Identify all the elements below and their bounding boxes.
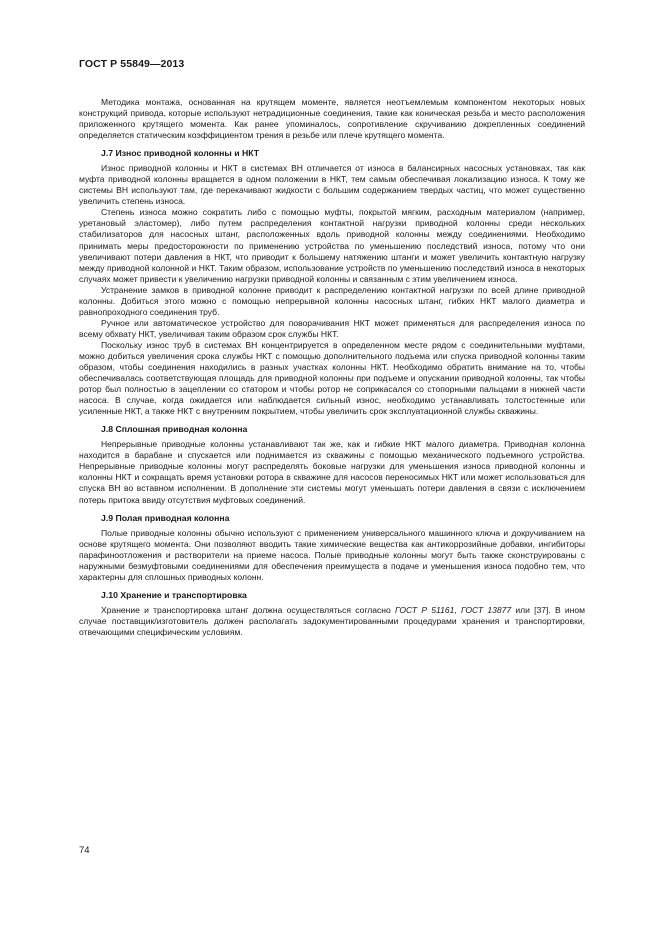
section-j10-text-start: Хранение и транспортировка штанг должна осуществляться согласно	[101, 604, 395, 615]
section-j10-paragraph-1	[79, 605, 585, 638]
document-body	[79, 97, 585, 638]
section-j8-paragraph-1: Непрерывные приводные колонны устанавливают так же, как и гибкие НКТ малого диаметра. Приводная колонна находится в барабане и спускается или поднимается из скважины с помощью механического подъемного устройства. Непрерывные приводные колонны могут распределять боковые нагрузки для уменьшения износа приводной колонны и колонны НКТ и сокращать время установки ротора в скважине для насосов переносимых НКТ или может использоваться для спуска ВН во вставном исполнении. В дополнение эти системы могут уменьшать потери давления в связи с исключением потерь притока ввиду отсутствия муфтовых соединений.	[79, 439, 585, 505]
reference-separator: ,	[454, 604, 461, 615]
section-j10-heading: J.10 Хранение и транспортировка	[101, 589, 247, 600]
section-j7-heading: J.7 Износ приводной колонны и НКТ	[101, 148, 260, 159]
section-j9-heading: J.9 Полая приводная колонна	[101, 512, 230, 523]
section-j7-paragraph-5: Поскольку износ труб в системах ВН концентрируется в определенном месте рядом с соединительными муфтами, можно добиться увеличения срока службы НКТ с помощью дополнительного подъема или спуска приводной колонны таким образом, чтобы соединения находились в разных участках колонны НКТ. Необходимо обратить внимание на то, чтобы обеспечивалась соответствующая площадь для приводной колонны при подъеме и опускании приводной колонны, так чтобы ротор был полностью в зацеплении со статором и чтобы ротор не соприкасался со стопорными пальцами в нижней части насоса. В случае, когда ожидается или наблюдается сильный износ, необходимо устанавливать толстостенные или усиленные НКТ, а также НКТ с внутренним покрытием, чтобы увеличить срок эксплуатационной службы скважины.	[79, 339, 585, 417]
section-j7-paragraph-2: Степень износа можно сократить либо с помощью муфты, покрытой мягким, расходным материалом (например, уретановый эластомер), либо путем распределения контактной нагрузки приводной колонны среди нескольких стабилизаторов для насосных штанг, расположенных вдоль приводной колонны между соединениями. Необходимо принимать меры предосторожности по применению устройства по уменьшению последствий износа, потому что они увеличивают потери давления в НКТ, что приводит к большему натяжению штанги и может увеличить контактную нагрузку между приводной колонной и НКТ. Таким образом, использование устройств по уменьшению последствий износа в некоторых случаях может привести к увеличению нагрузки приводной колонны и связанным с этим увеличением износа.	[79, 207, 585, 284]
section-j7-paragraph-4: Ручное или автоматическое устройство для поворачивания НКТ может применяться для распределения износа по всему обхвату НКТ, увеличивая таким образом срок службы НКТ.	[79, 317, 585, 339]
standard-reference-gost-r-51161: ГОСТ Р 51161	[394, 604, 455, 615]
section-j7-paragraph-3: Устранение замков в приводной колонне приводит к распределению контактной нагрузки по всей длине приводной колонны. Добиться этого можно с помощью непрерывной колонны насосных штанг, гибких НКТ малого диаметра и равнопроходного соединения труб.	[79, 284, 585, 317]
section-j8-heading: J.8 Сплошная приводная колонна	[101, 424, 248, 435]
section-j7-paragraph-1: Износ приводной колонны и НКТ в системах ВН отличается от износа в балансирных насосных установках, так как муфта приводной колонны вращается в одном положении в НКТ, тем самым обеспечивая локализацию износа. К тому же системы ВН используют там, где перекачивают жидкости с большим содержанием твердых частиц, что может существенно увеличить степень износа.	[79, 163, 585, 207]
document-header: ГОСТ Р 55849—2013	[79, 58, 185, 70]
page-number: 74	[79, 845, 90, 856]
section-j10-text-end: или [37]. В ином случае поставщик/изготовитель должен располагать задокументированными процедурами хранения и транспортировки, отвечающими специфическим условиям.	[79, 604, 586, 637]
standard-reference-gost-13877: ГОСТ 13877	[461, 604, 512, 615]
intro-paragraph: Методика монтажа, основанная на крутящем моменте, является неотъемлемым компонентом некоторых новых конструкций привода, которые используют нетрадиционные соединения, такие как коническая резьба и место расположения приложенного крутящего момента. Как ранее упоминалось, сопротивление скручиванию докрепленных соединений определяется статическим коэффициентом трения в резьбе или плече крутящего момента.	[79, 97, 585, 141]
section-j9-paragraph-1: Полые приводные колонны обычно используют с применением универсального машинного ключа и докручиванием на основе крутящего момента. Они позволяют вводить такие химические вещества как антикоррозийные добавки, ингибиторы парафиноотложения и растворители на приеме насоса. Полые приводные колонны могут быть также сконструированы с наружными безмуфтовыми соединениями для обеспечения преимуществ в подаче и уменьшения износа подобно тем, что характерны для сплошных приводных колонн.	[79, 527, 585, 582]
